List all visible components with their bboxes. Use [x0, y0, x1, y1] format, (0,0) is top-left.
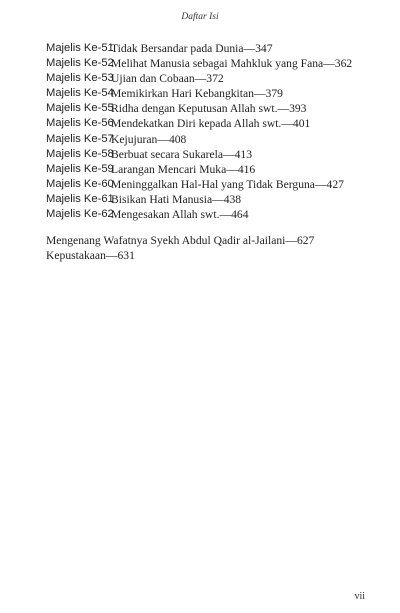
toc-entry [46, 116, 366, 131]
toc-entry [46, 132, 366, 147]
toc-entry-title: Kejujuran—408 [111, 132, 187, 146]
toc-entry [46, 41, 366, 56]
toc-entry-title: Berbuat secara Sukarela—413 [111, 147, 252, 161]
back-matter-entry: Kepustakaan—631 [46, 249, 135, 263]
back-matter-entry: Mengenang Wafatnya Syekh Abdul Qadir al-Jailani—627 [46, 234, 315, 247]
toc-entry [46, 177, 366, 192]
table-of-contents [46, 41, 366, 222]
toc-entry-title: Bisikan Hati Manusia—438 [111, 192, 242, 206]
toc-entry [46, 192, 366, 207]
toc-entry-label: Majelis Ke-61 [46, 192, 114, 205]
toc-entry-title: Memikirkan Hari Kebangkitan—379 [111, 87, 283, 101]
toc-entry [46, 147, 366, 162]
toc-entry [46, 101, 366, 116]
toc-entry-label: Majelis Ke-62 [46, 208, 114, 221]
toc-entry [46, 207, 366, 222]
toc-entry-label: Majelis Ke-52 [46, 57, 114, 70]
toc-entry-label: Majelis Ke-51 [46, 42, 114, 54]
page-number: vii [354, 591, 365, 602]
toc-entry-title: Ridha dengan Keputusan Allah swt.—393 [111, 102, 307, 116]
toc-entry-title: Mengesakan Allah swt.—464 [111, 208, 249, 222]
toc-entry [46, 86, 366, 101]
toc-entry-label: Majelis Ke-55 [46, 102, 114, 115]
back-matter [46, 233, 376, 263]
toc-entry-title: Larangan Mencari Muka—416 [111, 162, 256, 176]
running-head: Daftar Isi [181, 12, 219, 22]
toc-entry [46, 56, 366, 71]
toc-entry-title: Mendekatkan Diri kepada Allah swt.—401 [111, 117, 311, 131]
toc-entry-title: Meninggalkan Hal-Hal yang Tidak Berguna—427 [111, 177, 344, 191]
toc-entry-label: Majelis Ke-54 [46, 87, 114, 100]
toc-entry-title: Ujian dan Cobaan—372 [111, 72, 224, 86]
toc-entry-label: Majelis Ke-59 [46, 162, 114, 175]
toc-entry-label: Majelis Ke-57 [46, 132, 114, 145]
toc-entry-title: Tidak Bersandar pada Dunia—347 [111, 42, 273, 55]
toc-entry-label: Majelis Ke-56 [46, 117, 114, 130]
toc-entry-label: Majelis Ke-58 [46, 147, 114, 160]
toc-entry-label: Majelis Ke-53 [46, 72, 114, 85]
toc-entry-title: Melihat Manusia sebagai Mahkluk yang Fana—362 [111, 57, 353, 71]
toc-entry [46, 162, 366, 177]
toc-entry [46, 71, 366, 86]
toc-entry-label: Majelis Ke-60 [46, 177, 114, 190]
